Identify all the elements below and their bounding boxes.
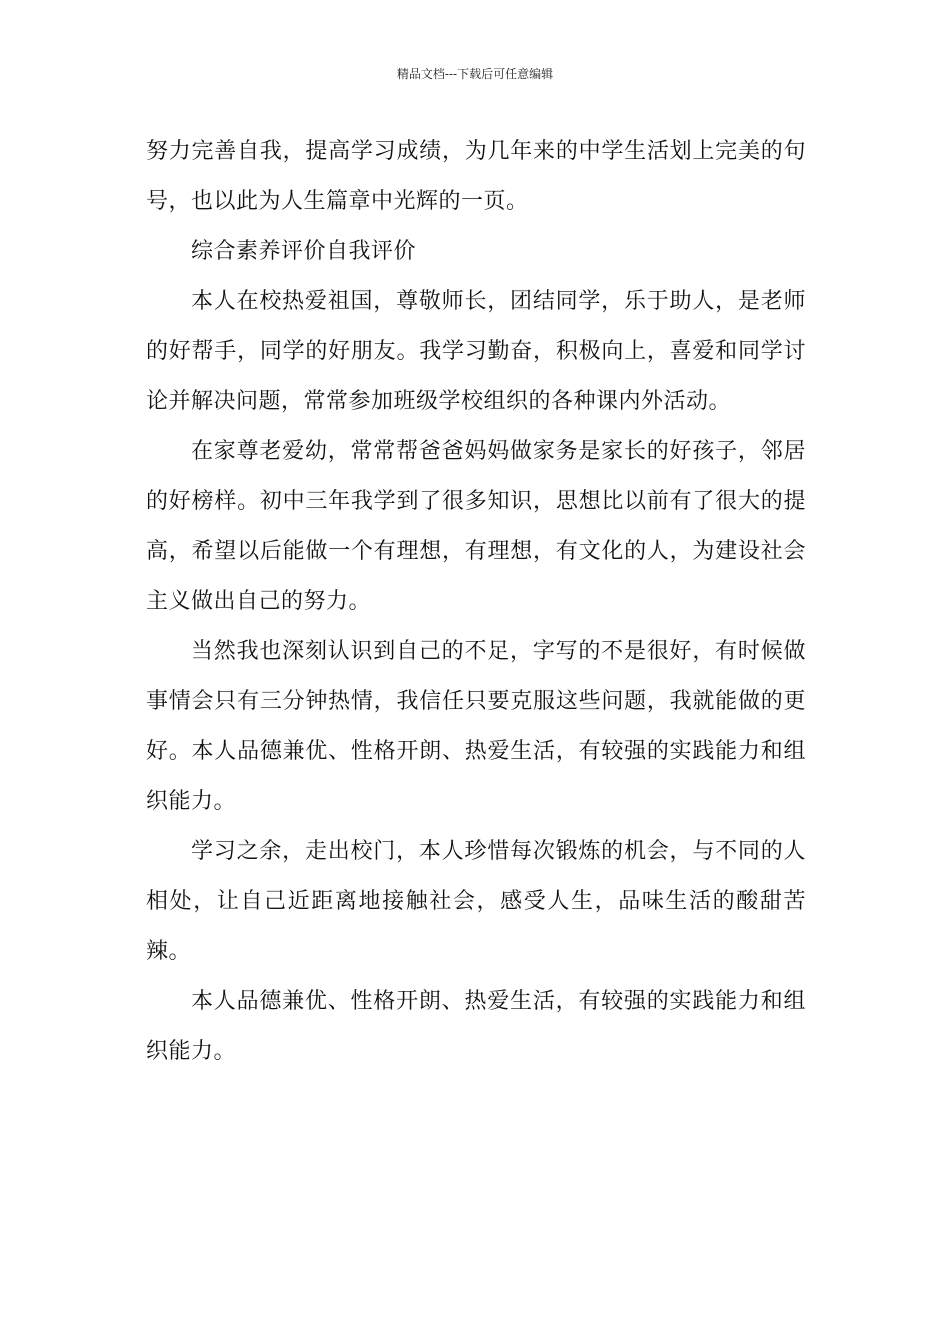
paragraph-social: 学习之余，走出校门，本人珍惜每次锻炼的机会，与不同的人相处，让自己近距离地接触社会，感受人生，品味生活的酸甜苦辣。: [146, 839, 806, 964]
paragraph-home: 在家尊老爱幼，常常帮爸爸妈妈做家务是家长的好孩子，邻居的好榜样。初中三年我学到了很多知识，思想比以前有了很大的提高，希望以后能做一个有理想，有理想，有文化的人，为建设社会主义做出自己的努力。: [146, 439, 806, 614]
page-header: 精品文档---下载后可任意编辑: [396, 67, 554, 81]
paragraph-summary: 本人品德兼优、性格开朗、热爱生活，有较强的实践能力和组织能力。: [146, 989, 806, 1064]
section-heading: 综合素养评价自我评价: [191, 239, 417, 264]
paragraph-shortcomings: 当然我也深刻认识到自己的不足，字写的不是很好，有时候做事情会只有三分钟热情，我信任只要克服这些问题，我就能做的更好。本人品德兼优、性格开朗、热爱生活，有较强的实践能力和组织能力。: [146, 639, 806, 814]
document-body: [146, 127, 806, 1077]
paragraph-school: 本人在校热爱祖国，尊敬师长，团结同学，乐于助人，是老师的好帮手，同学的好朋友。我学习勤奋，积极向上，喜爱和同学讨论并解决问题，常常参加班级学校组织的各种课内外活动。: [146, 289, 806, 414]
paragraph-continuation: 努力完善自我，提高学习成绩，为几年来的中学生活划上完美的句号，也以此为人生篇章中光辉的一页。: [146, 139, 806, 214]
